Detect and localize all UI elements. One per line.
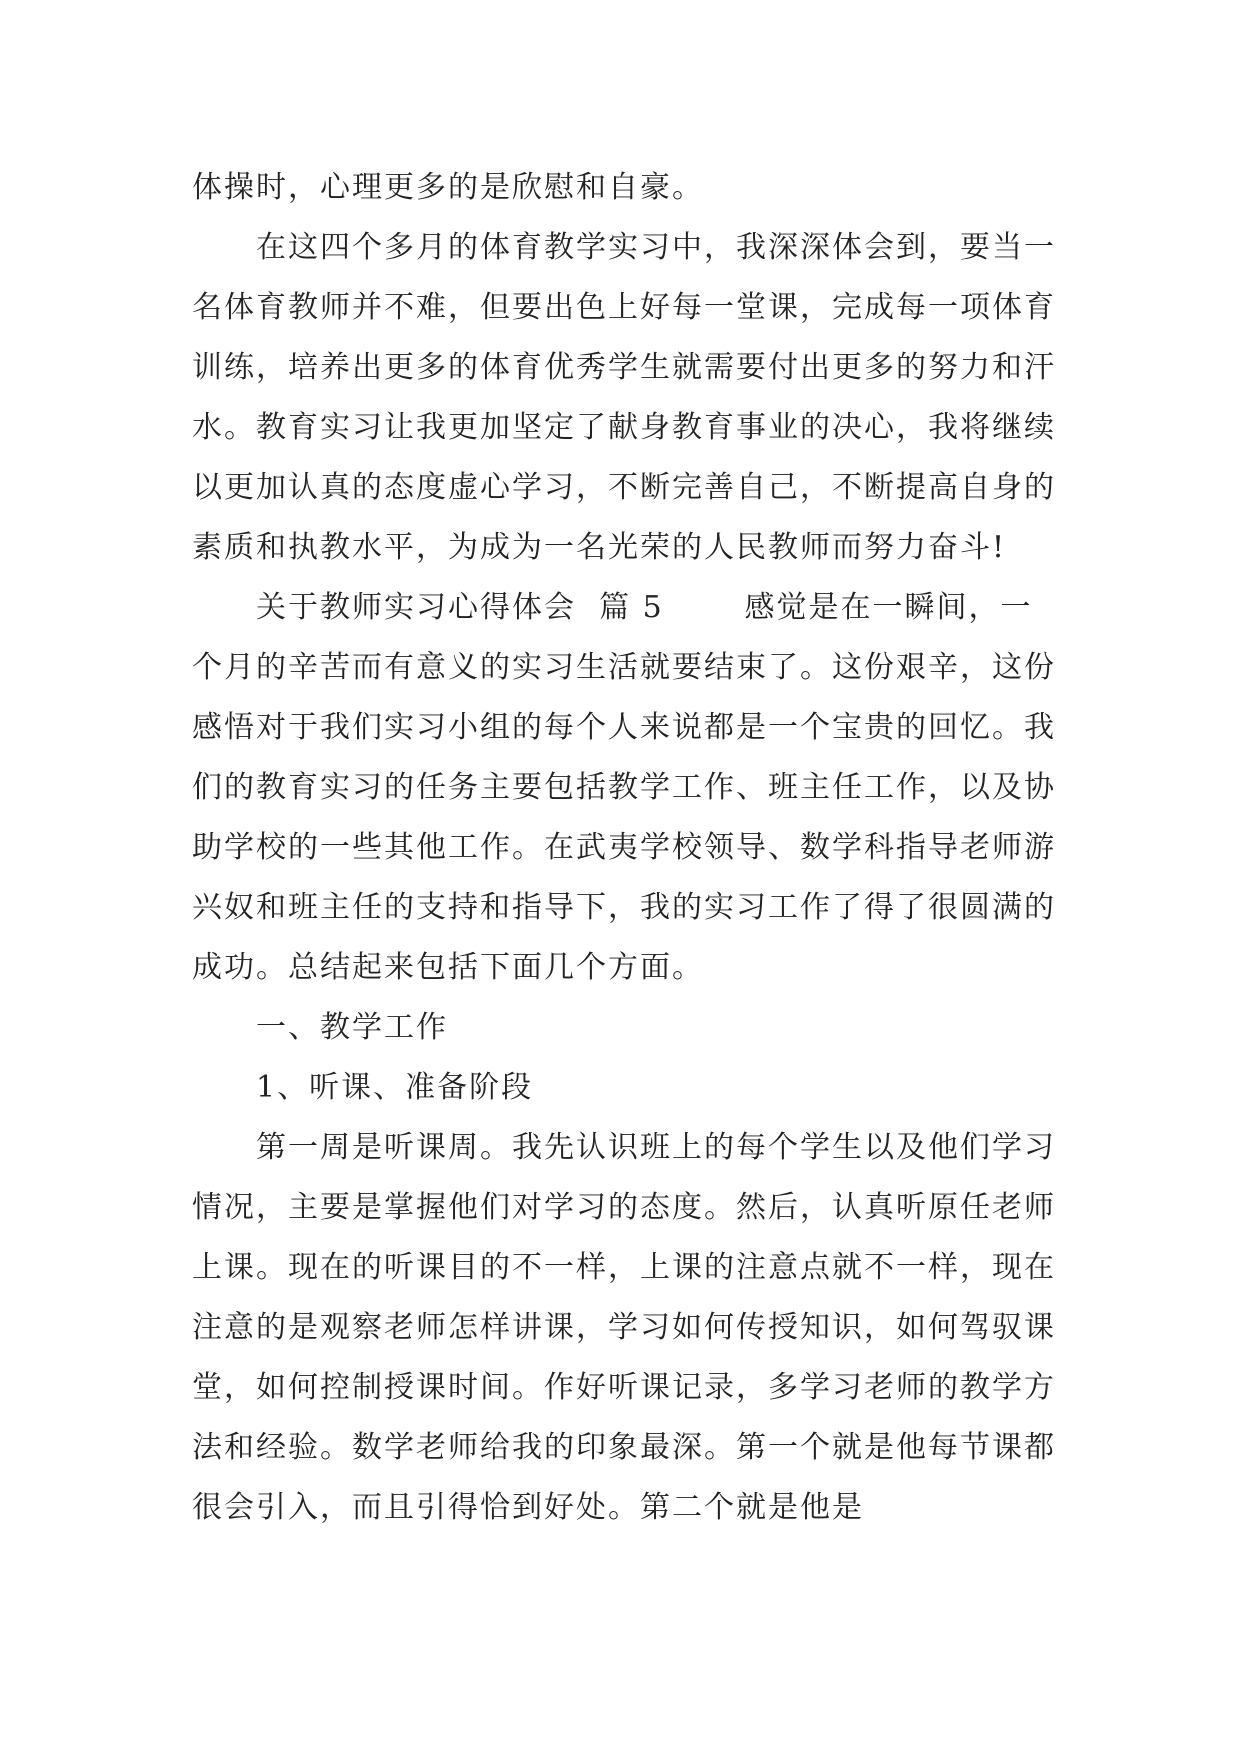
paragraph-6: 第一周是听课周。我先认识班上的每个学生以及他们学习情况，主要是掌握他们对学习的态度。然后，认真听原任老师上课。现在的听课目的不一样，上课的注意点就不一样，现在注意的是观察老师怎样讲课，学习如何传授知识，如何驾驭课堂，如何控制授课时间。作好听课记录，多学习老师的教学方法和经验。数学老师给我的印象最深。第一个就是他每节课都很会引入，而且引得恰到好处。第二个就是他是 (192, 1130, 1056, 1525)
section-heading-teaching-work: 一、教学工作 (256, 1010, 448, 1045)
subsection-heading-listening-preparation: 1、听课、准备阶段 (256, 1070, 534, 1105)
paragraph-1: 体操时，心理更多的是欣慰和自豪。 (192, 170, 704, 205)
document-body (192, 158, 1062, 1538)
paragraph-3: 关于教师实习心得体会 篇 5 感觉是在一瞬间，一个月的辛苦而有意义的实习生活就要结束了。这份艰辛，这份感悟对于我们实习小组的每个人来说都是一个宝贵的回忆。我们的教育实习的任务主要包括教学工作、班主任工作，以及协助学校的一些其他工作。在武夷学校领导、数学科指导老师游兴奴和班主任的支持和指导下，我的实习工作了得了很圆满的成功。总结起来包括下面几个方面。 (192, 590, 1056, 985)
paragraph-2: 在这四个多月的体育教学实习中，我深深体会到，要当一名体育教师并不难，但要出色上好每一堂课，完成每一项体育训练，培养出更多的体育优秀学生就需要付出更多的努力和汗水。教育实习让我更加坚定了献身教育事业的决心，我将继续以更加认真的态度虚心学习，不断完善自己，不断提高自身的素质和执教水平，为成为一名光荣的人民教师而努力奋斗! (192, 230, 1056, 565)
